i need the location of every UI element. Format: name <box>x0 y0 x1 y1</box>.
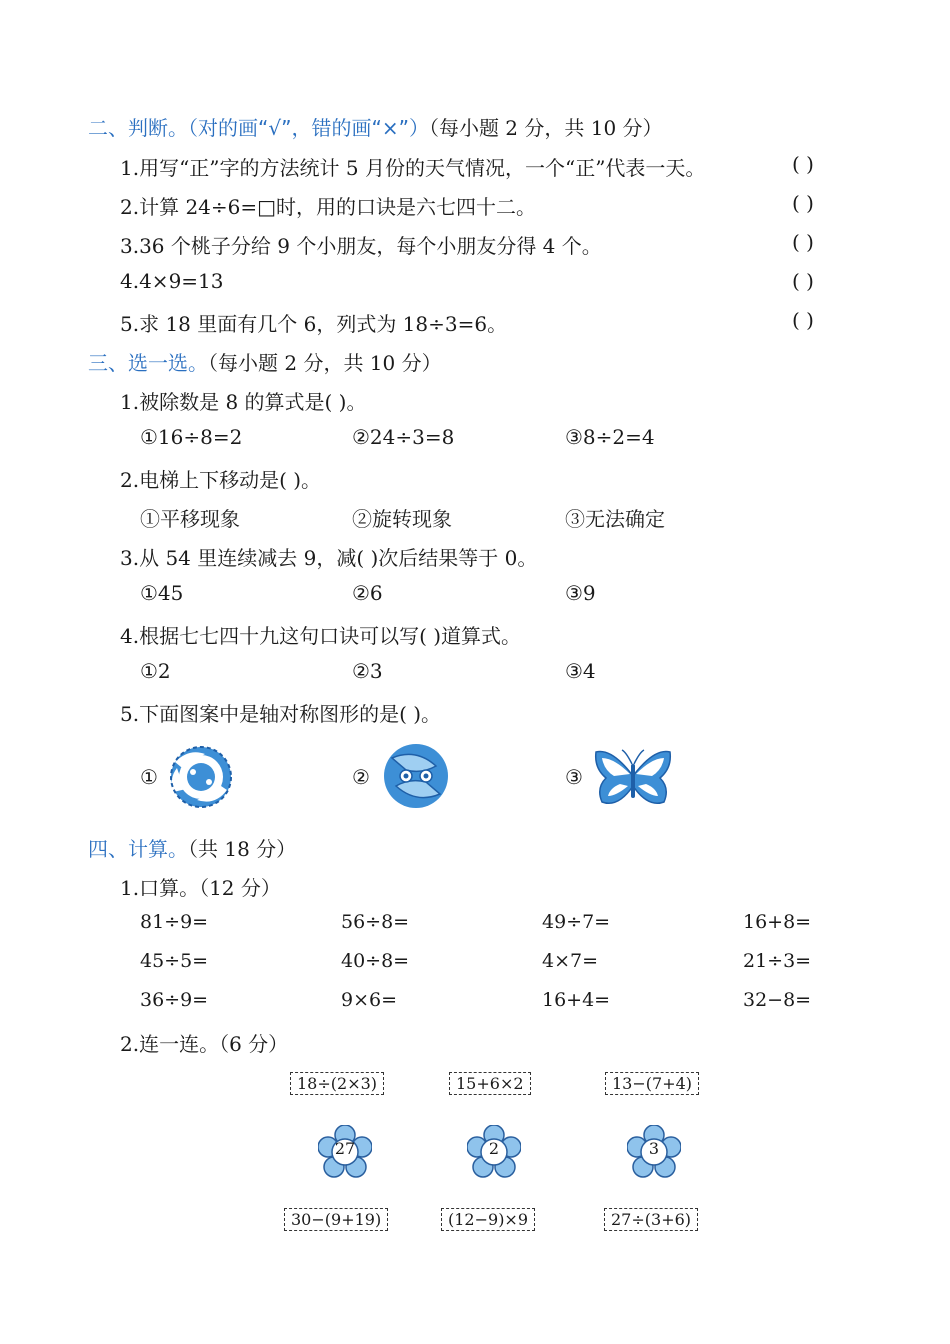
oral-calc-title: 1.口算。（12 分） <box>120 876 281 900</box>
oral-calc-item: 81÷9= <box>140 911 209 933</box>
choice-1-option-1[interactable]: ①16÷8=2 <box>140 425 243 449</box>
judge-question-2: 2.计算 24÷6=□时，用的口诀是六七四十二。 <box>120 195 537 219</box>
judge-question-1: 1.用写“正”字的方法统计 5 月份的天气情况，一个“正”代表一天。 <box>120 156 706 180</box>
oral-calc-item: 32−8= <box>743 989 812 1011</box>
match-top-box-3[interactable]: 13−(7+4) <box>605 1072 699 1095</box>
oral-calc-item: 16+8= <box>743 911 812 933</box>
choice-question-1: 1.被除数是 8 的算式是( )。 <box>120 390 367 414</box>
choice-2-option-2[interactable]: ②旋转现象 <box>352 507 452 531</box>
judge-question-5: 5.求 18 里面有几个 6，列式为 18÷3=6。 <box>120 312 508 336</box>
section2-header <box>88 112 663 141</box>
oral-calc-item: 40÷8= <box>341 950 410 972</box>
match-title: 2.连一连。（6 分） <box>120 1032 289 1056</box>
section3-header <box>88 347 442 376</box>
choice-5-option-1[interactable]: ① <box>140 765 158 789</box>
choice-question-3: 3.从 54 里连续减去 9，减( )次后结果等于 0。 <box>120 546 538 570</box>
judge-answer-5[interactable]: ( ) <box>792 308 814 332</box>
choice-4-option-3[interactable]: ③4 <box>565 659 596 683</box>
section4-points: （共 18 分） <box>188 837 297 861</box>
match-top-box-2[interactable]: 15+6×2 <box>449 1072 531 1095</box>
flower-number-3: 3 <box>648 1139 660 1158</box>
choice-question-2: 2.电梯上下移动是( )。 <box>120 468 322 492</box>
section2-title-note: （对的画“√”，错的画“×”） <box>188 116 429 140</box>
choice-1-option-3[interactable]: ③8÷2=4 <box>565 425 655 449</box>
choice-1-option-2[interactable]: ②24÷3=8 <box>352 425 455 449</box>
choice-3-option-1[interactable]: ①45 <box>140 581 184 605</box>
section3-title: 三、选一选。 <box>88 351 208 375</box>
choice-3-option-3[interactable]: ③9 <box>565 581 596 605</box>
choice-question-5: 5.下面图案中是轴对称图形的是( )。 <box>120 702 442 726</box>
choice-2-option-3[interactable]: ③无法确定 <box>565 507 665 531</box>
match-flower-1[interactable] <box>318 1125 372 1179</box>
match-bottom-box-1[interactable]: 30−(9+19) <box>284 1208 388 1231</box>
match-flower-3[interactable] <box>627 1125 681 1179</box>
choice-5-option-2[interactable]: ② <box>352 765 370 789</box>
match-bottom-box-2[interactable]: (12−9)×9 <box>441 1208 535 1231</box>
judge-question-4: 4.4×9=13 <box>120 269 224 293</box>
oral-calc-item: 49÷7= <box>542 911 611 933</box>
choice-4-option-2[interactable]: ②3 <box>352 659 383 683</box>
choice-question-4: 4.根据七七四十九这句口诀可以写( )道算式。 <box>120 624 522 648</box>
twin-fish-pattern-icon <box>378 740 454 812</box>
oral-calc-item: 45÷5= <box>140 950 209 972</box>
match-flower-2[interactable] <box>467 1125 521 1179</box>
flower-number-2: 2 <box>488 1139 500 1158</box>
section2-title: 二、判断。 <box>88 116 188 140</box>
judge-answer-4[interactable]: ( ) <box>792 269 814 293</box>
judge-question-3: 3.36 个桃子分给 9 个小朋友，每个小朋友分得 4 个。 <box>120 234 602 258</box>
judge-answer-1[interactable]: ( ) <box>792 152 814 176</box>
oral-calc-item: 9×6= <box>341 989 398 1011</box>
judge-answer-3[interactable]: ( ) <box>792 230 814 254</box>
oral-calc-item: 16+4= <box>542 989 611 1011</box>
choice-5-option-3[interactable]: ③ <box>565 765 583 789</box>
oral-calc-item: 36÷9= <box>140 989 209 1011</box>
section4-header <box>88 833 296 862</box>
fish-circle-pattern-icon <box>163 742 239 812</box>
judge-answer-2[interactable]: ( ) <box>792 191 814 215</box>
oral-calc-item: 4×7= <box>542 950 599 972</box>
section2-points: （每小题 2 分，共 10 分） <box>428 116 663 140</box>
match-bottom-box-3[interactable]: 27÷(3+6) <box>604 1208 698 1231</box>
match-top-box-1[interactable]: 18÷(2×3) <box>290 1072 384 1095</box>
flower-number-1: 27 <box>334 1139 356 1158</box>
oral-calc-item: 21÷3= <box>743 950 812 972</box>
oral-calc-item: 56÷8= <box>341 911 410 933</box>
choice-4-option-1[interactable]: ①2 <box>140 659 171 683</box>
choice-3-option-2[interactable]: ②6 <box>352 581 383 605</box>
choice-2-option-1[interactable]: ①平移现象 <box>140 507 240 531</box>
section3-points: （每小题 2 分，共 10 分） <box>208 351 442 375</box>
section4-title: 四、计算。 <box>88 837 188 861</box>
butterfly-icon <box>592 746 674 812</box>
